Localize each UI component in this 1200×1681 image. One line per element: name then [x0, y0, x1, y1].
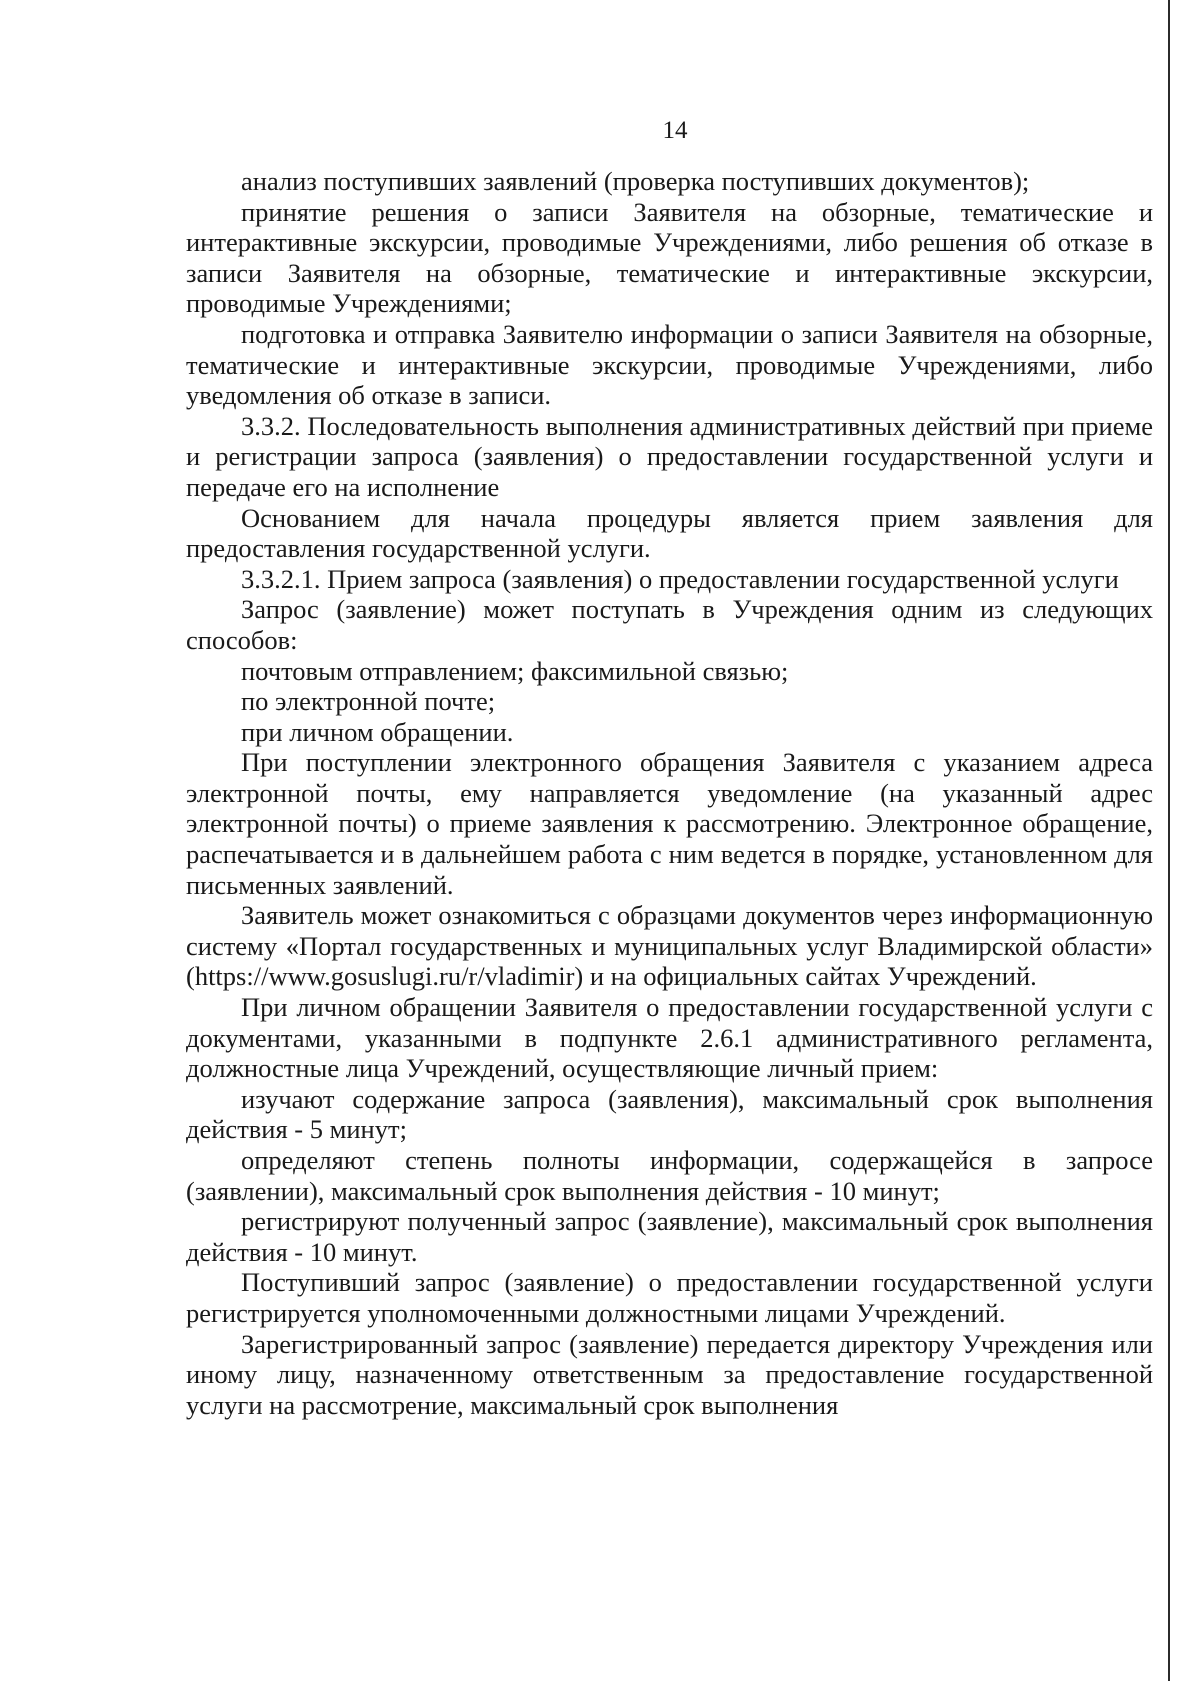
paragraph: принятие решения о записи Заявителя на обзорные, тематические и интерактивные экскурсии, проводимые Учреждениями, либо решения об отказе в записи Заявителя на обзорные, тематические и интерактивные экскурсии, проводимые Учреждениями;: [186, 196, 1153, 319]
paragraph: Основанием для начала процедуры является прием заявления для предоставления государственной услуги.: [186, 502, 1153, 564]
paragraph: анализ поступивших заявлений (проверка поступивших документов);: [241, 166, 1030, 196]
paragraph: При поступлении электронного обращения Заявителя с указанием адреса электронной почты, ему направляется уведомление (на указанный адрес электронной почты) о приеме заявления к рассмотрению. Электронное обращение, распечатывается и в дальнейшем работа с ним ведется в порядке, установленном для письменных заявлений.: [186, 747, 1153, 900]
paragraph: Заявитель может ознакомиться с образцами документов через информационную систему «Портал государственных и муниципальных услуг Владимирской области» (https://www.gosuslugi.ru/r/vladimir) и на официальных сайтах Учреждений.: [186, 900, 1153, 992]
page-number: 14: [662, 117, 688, 144]
paragraph: подготовка и отправка Заявителю информации о записи Заявителя на обзорные, тематические и интерактивные экскурсии, проводимые Учреждениями, либо уведомления об отказе в записи.: [186, 318, 1153, 411]
paragraph: определяют степень полноты информации, содержащейся в запросе (заявлении), максимальный срок выполнения действия - 10 минут;: [186, 1145, 1153, 1206]
document-body: [186, 166, 1153, 1420]
section-heading: 3.3.2. Последовательность выполнения административных действий при приеме и регистрации запроса (заявления) о предоставлении государственной услуги и передаче его на исполнение: [186, 410, 1153, 502]
paragraph: Поступивший запрос (заявление) о предоставлении государственной услуги регистрируется уполномоченными должностными лицами Учреждений.: [186, 1267, 1153, 1328]
paragraph: Запрос (заявление) может поступать в Учреждения одним из следующих способов:: [186, 594, 1153, 655]
paragraph: Зарегистрированный запрос (заявление) передается директору Учреждения или иному лицу, назначенному ответственным за предоставление государственной услуги на рассмотрение, максимальный срок выполнения: [186, 1328, 1153, 1420]
section-heading: 3.3.2.1. Прием запроса (заявления) о предоставлении государственной услуги: [241, 563, 1119, 594]
list-item: почтовым отправлением; факсимильной связью;: [241, 655, 789, 686]
paragraph: изучают содержание запроса (заявления), максимальный срок выполнения действия - 5 минут;: [186, 1083, 1153, 1145]
list-item: при личном обращении.: [241, 716, 514, 747]
paragraph: При личном обращении Заявителя о предоставлении государственной услуги с документами, указанными в подпункте 2.6.1 административного регламента, должностные лица Учреждений, осуществляющие личный прием:: [186, 992, 1153, 1084]
paragraph: регистрируют полученный запрос (заявление), максимальный срок выполнения действия - 10 минут.: [186, 1206, 1153, 1267]
list-item: по электронной почте;: [241, 686, 496, 717]
scan-edge-line: [1168, 0, 1170, 1681]
